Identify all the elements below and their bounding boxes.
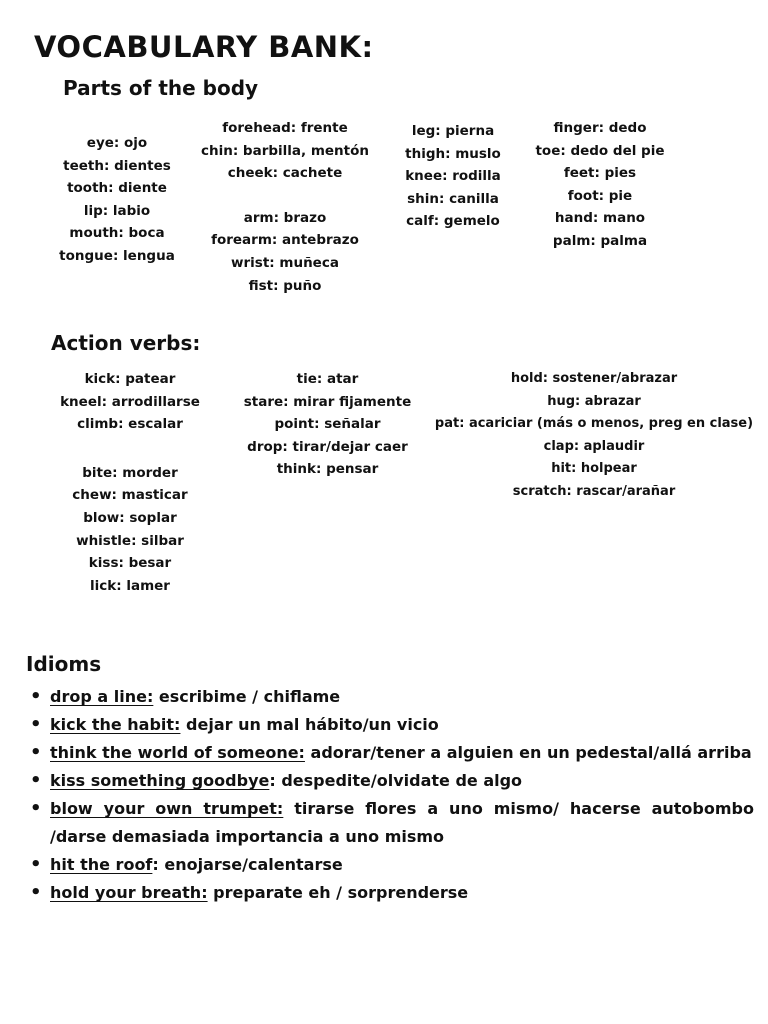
- vocab-item: leg: pierna: [411, 123, 495, 139]
- idiom-item: [26, 711, 754, 739]
- vocab-item: kick: patear: [84, 371, 176, 387]
- idiom-meaning: dejar un mal hábito/un vicio: [180, 715, 439, 734]
- body-parts-col-2: [195, 117, 375, 297]
- vocab-item: tongue: lengua: [59, 247, 175, 264]
- vocab-item: finger: dedo: [553, 120, 647, 136]
- vocab-item: lick: lamer: [90, 577, 170, 594]
- vocab-item: shin: canilla: [407, 190, 499, 207]
- vocab-item: kiss: besar: [88, 555, 172, 572]
- body-parts-col-4: [530, 117, 670, 253]
- vocab-item: eye: ojo: [86, 135, 148, 151]
- body-parts-col-1: [57, 132, 177, 268]
- vocab-item: kneel: arrodillarse: [60, 393, 200, 410]
- vocab-item: feet: pies: [563, 165, 637, 182]
- idiom-item: [26, 683, 754, 711]
- vocab-item: scratch: rascar/arañar: [512, 483, 676, 499]
- vocab-item: hold: sostener/abrazar: [510, 371, 678, 386]
- idiom-term: hold your breath:: [50, 883, 208, 902]
- vocab-item: arm: brazo: [243, 209, 327, 226]
- idiom-item: [26, 879, 754, 907]
- idiom-meaning: : despedite/olvidate de algo: [269, 771, 523, 790]
- vocab-item: teeth: dientes: [63, 157, 171, 174]
- vocab-item: point: señalar: [274, 416, 381, 433]
- idiom-meaning: tirarse flores a uno mismo/ hacerse autobombo /darse demasiada importancia a uno mismo: [50, 799, 754, 846]
- vocab-item: bite: morder: [82, 464, 178, 481]
- action-verbs-col-3: [428, 368, 760, 504]
- idiom-term: kick the habit:: [50, 715, 181, 734]
- idioms-heading: Idioms: [26, 652, 102, 676]
- vocab-item: lip: labio: [83, 202, 151, 219]
- vocab-item: climb: escalar: [77, 416, 183, 433]
- vocab-item: tooth: diente: [67, 180, 167, 197]
- vocab-item: drop: tirar/dejar caer: [247, 438, 408, 455]
- vocab-item: chew: masticar: [72, 487, 188, 504]
- vocab-item: tie: atar: [296, 371, 359, 387]
- idiom-meaning: escribime / chiflame: [153, 687, 341, 706]
- vocab-item: foot: pie: [567, 187, 633, 204]
- vocab-item: toe: dedo del pie: [535, 142, 665, 159]
- idiom-term: blow your own trumpet:: [50, 799, 284, 818]
- idiom-meaning: adorar/tener a alguien en un pedestal/allá arriba: [304, 743, 752, 762]
- idiom-item: [26, 795, 754, 851]
- vocab-item: chin: barbilla, mentón: [200, 142, 370, 159]
- vocab-item: calf: gemelo: [406, 213, 500, 230]
- vocab-item: cheek: cachete: [227, 165, 343, 182]
- vocab-item: stare: mirar fijamente: [243, 393, 412, 410]
- idiom-term: kiss something goodbye: [50, 771, 270, 790]
- idiom-item: [26, 851, 754, 879]
- vocab-item: forearm: antebrazo: [211, 232, 359, 249]
- vocab-item: pat: acariciar (más o menos, preg en clase): [434, 416, 754, 432]
- idiom-meaning: preparate eh / sorprenderse: [207, 883, 469, 902]
- idioms-list: [26, 683, 754, 907]
- action-verbs-col-1: [50, 368, 210, 597]
- idiom-term: hit the roof: [50, 855, 153, 874]
- vocab-item: blow: soplar: [83, 509, 177, 526]
- idiom-item: [26, 739, 754, 767]
- vocab-item: think: pensar: [276, 461, 379, 478]
- vocab-item: clap: aplaudir: [543, 438, 645, 454]
- body-parts-col-3: [398, 120, 508, 233]
- vocab-item: hug: abrazar: [547, 393, 641, 409]
- body-parts-heading: Parts of the body: [63, 76, 259, 100]
- vocab-item: hit: holpear: [551, 461, 637, 477]
- idiom-meaning: : enojarse/calentarse: [152, 855, 343, 874]
- action-verbs-col-2: [230, 368, 425, 481]
- vocab-item: fist: puño: [248, 277, 322, 294]
- action-verbs-heading: Action verbs:: [51, 331, 201, 355]
- vocab-item: knee: rodilla: [405, 168, 501, 185]
- vocab-item: hand: mano: [554, 210, 646, 227]
- page-title: VOCABULARY BANK:: [34, 30, 374, 64]
- vocab-item: wrist: muñeca: [231, 254, 339, 271]
- vocab-item: mouth: boca: [69, 225, 165, 242]
- vocab-item: forehead: frente: [222, 120, 348, 136]
- idiom-term: think the world of someone:: [50, 743, 305, 762]
- idiom-term: drop a line:: [50, 687, 154, 706]
- vocab-item: whistle: silbar: [76, 532, 184, 549]
- vocab-item: palm: palma: [552, 232, 648, 249]
- idiom-item: [26, 767, 754, 795]
- vocab-item: thigh: muslo: [405, 145, 501, 162]
